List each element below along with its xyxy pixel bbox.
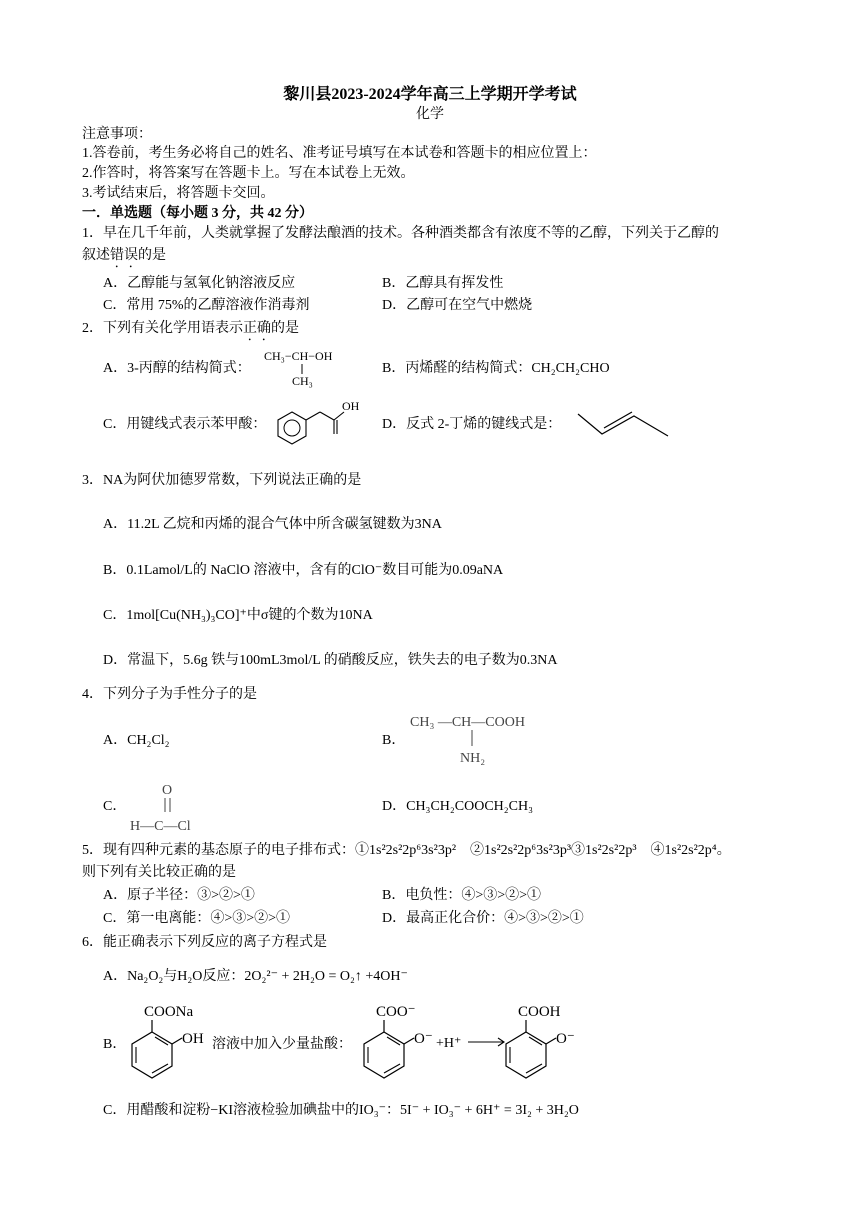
q6-option-a: A．Na₂O₂与H₂O反应：2O₂²⁻ + 2H₂O = O₂↑ +4OH⁻ [103, 969, 408, 984]
q2-option-d: D．反式 2-丁烯的键线式是： [382, 417, 562, 432]
q6-b-hplus: +H⁺ [436, 1036, 462, 1051]
q6-b-coona: COONa [144, 1004, 194, 1020]
q1-option-a: A．乙醇能与氢氧化钠溶液反应 [103, 276, 296, 291]
q6-b-cooh: COOH [518, 1004, 561, 1020]
q2-c-oh-label: OH [342, 399, 360, 413]
q6-option-b-label: B． [103, 1037, 127, 1052]
q1-option-c: C．常用 75%的乙醇溶液作消毒剂 [103, 298, 310, 313]
q6-option-b-text: 溶液中加入少量盐酸： [212, 1037, 352, 1052]
q1-stem-emph: 错误 [110, 248, 138, 263]
q1-stem-pre: 叙述 [82, 248, 110, 263]
q1-stem-post: 的是 [138, 248, 166, 263]
q4-c-struct-o: O [162, 783, 173, 798]
notes-item-3: 3.考试结束后，将答题卡交回。 [82, 186, 275, 201]
notes-item-1: 1.答卷前，考生务必将自己的姓名、准考证号填写在本试卷和答题卡的相应位置上： [82, 146, 597, 161]
q3-option-a: A．11.2L 乙烷和丙烯的混合气体中所含碳氢键数为3NA [103, 517, 442, 532]
q3-option-c: C．1mol[Cu(NH₃)₃CO]⁺中σ键的个数为10NA [103, 608, 373, 623]
q6-stem: 6．能正确表示下列反应的离子方程式是 [82, 935, 327, 950]
q6-b-salicylic-acid-ion [496, 1000, 586, 1086]
q2-a-struct-bottom: CH₃ [292, 374, 313, 388]
q4-c-struct-row: H—C—Cl [130, 819, 191, 834]
q2-option-c: C．用键线式表示苯甲酸： [103, 417, 267, 432]
q5-stem-2: 则下列有关比较正确的是 [82, 865, 236, 880]
q6-b-coo: COO⁻ [376, 1004, 416, 1020]
q4-stem: 4．下列分子为手性分子的是 [82, 687, 257, 702]
q3-stem: 3．NA为阿伏加德罗常数，下列说法正确的是 [82, 473, 362, 488]
q6-b-salicylate-ion [354, 1000, 510, 1086]
q6-option-c: C．用醋酸和淀粉−KI溶液检验加碘盐中的IO₃⁻：5I⁻ + IO₃⁻ + 6H⁺ = 3I₂ + 3H₂O [103, 1103, 579, 1118]
q4-b-struct-top: CH₃ —CH—COOH [410, 715, 525, 730]
q1-stem-line2 [82, 247, 166, 271]
q2-option-b: B．丙烯醛的结构简式：CH₂CH₂CHO [382, 361, 610, 376]
section-heading: 一．单选题（每小题 3 分，共 42 分） [82, 206, 313, 221]
q2-option-a: A．3-丙醇的结构简式： [103, 361, 251, 376]
q5-option-c: C．第一电离能：④>③>②>① [103, 911, 291, 926]
q4-b-structure [408, 710, 568, 766]
q5-option-a: A．原子半径：③>②>① [103, 888, 255, 903]
q6-b-o2: O⁻ [556, 1031, 575, 1047]
notes-heading: 注意事项： [82, 127, 152, 142]
q2-stem [82, 320, 299, 344]
q5-stem: 5．现有四种元素的基态原子的电子排布式：①1s²2s²2p⁶3s²3p² ②1s²2s²2p⁶3s²3p³③1s²2s²2p³ ④1s²2s²2p⁴。 [82, 843, 731, 858]
q4-option-a: A．CH₂Cl₂ [103, 733, 170, 748]
q4-option-b-label: B． [382, 733, 406, 748]
q4-b-struct-bottom: NH₂ [460, 751, 486, 766]
q2-stem-post: 的是 [271, 321, 299, 336]
q2-c-benzoic-structure [272, 398, 372, 450]
q3-option-b: B．0.1Lamol/L的 NaClO 溶液中，含有的ClO⁻数目可能为0.09aNA [103, 563, 504, 578]
notes-item-2: 2.作答时，将答案写在答题卡上。写在本试卷上无效。 [82, 166, 415, 181]
q6-b-oh: OH [182, 1031, 204, 1047]
q2-a-structure [262, 344, 362, 388]
q5-option-b: B．电负性：④>③>②>① [382, 888, 542, 903]
q3-option-d: D．常温下，5.6g 铁与100mL3mol/L 的硝酸反应，铁失去的电子数为0.3NA [103, 653, 558, 668]
q6-b-sodium-salicylate [124, 1000, 220, 1086]
q5-option-d: D．最高正化合价：④>③>②>① [382, 911, 584, 926]
q2-a-struct-top: CH₃−CH−OH [264, 349, 333, 363]
q4-option-c-label: C． [103, 799, 127, 814]
q2-stem-pre: 2．下列有关化学用语表示 [82, 321, 243, 336]
q4-c-structure [128, 780, 218, 836]
q1-option-b: B．乙醇具有挥发性 [382, 276, 504, 291]
exam-title: 黎川县2023-2024学年高三上学期开学考试 [283, 86, 577, 103]
q2-stem-emph: 正确 [243, 321, 271, 336]
q6-b-o1: O⁻ [414, 1031, 433, 1047]
exam-subject: 化学 [416, 107, 444, 122]
q1-stem-line1: 1．早在几千年前，人类就掌握了发酵法酿酒的技术。各种酒类都含有浓度不等的乙醇，下列关于乙醇的 [82, 226, 719, 241]
q4-option-d: D．CH₃CH₂COOCH₂CH₃ [382, 799, 533, 814]
q1-option-d: D．乙醇可在空气中燃烧 [382, 298, 533, 313]
q2-d-butene-structure [574, 408, 674, 440]
